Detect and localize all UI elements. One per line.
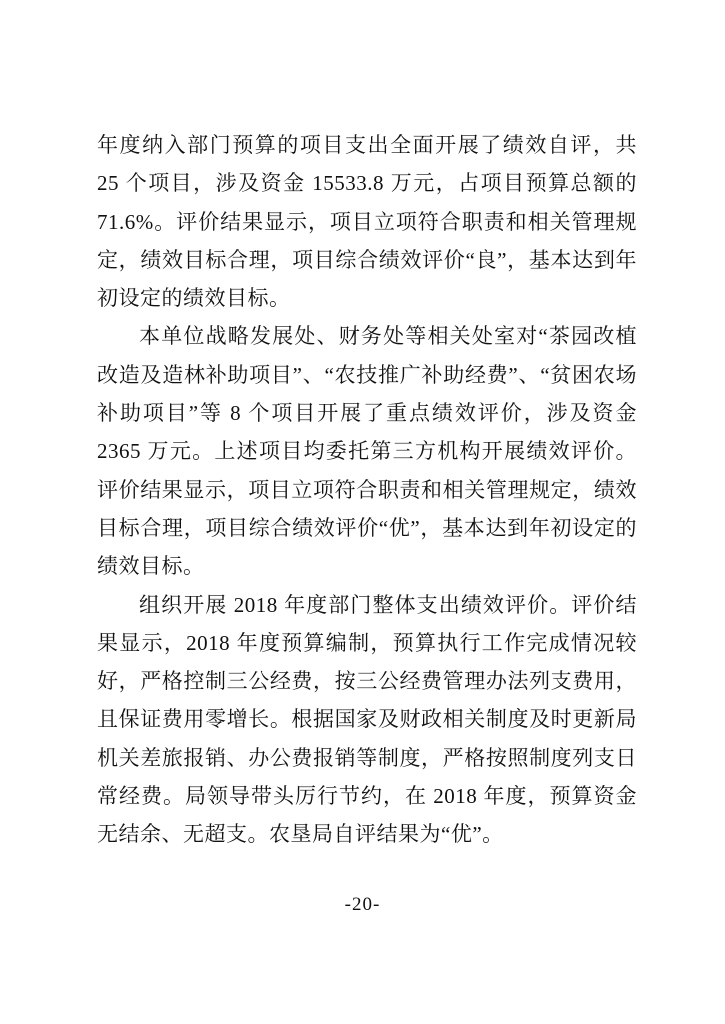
paragraph-continuation: 年度纳入部门预算的项目支出全面开展了绩效自评，共 25 个项目，涉及资金 15533.8 万元，占项目预算总额的 71.6%。评价结果显示，项目立项符合职责和相关管理规定，绩效目标合理，项目综合绩效评价“良”，基本达到年初设定的绩效目标。 <box>97 133 637 311</box>
page-number: -20- <box>344 894 381 915</box>
paragraph: 组织开展 2018 年度部门整体支出绩效评价。评价结果显示，2018 年度预算编制，预算执行工作完成情况较好，严格控制三公经费，按三公经费管理办法列支费用，且保证费用零增长。根据国家及财政相关制度及时更新局机关差旅报销、办公费报销等制度，严格按照制度列支日常经费。局领导带头厉行节约，在 2018 年度，预算资金无结余、无超支。农垦局自评结果为“优”。 <box>97 592 637 847</box>
paragraph: 本单位战略发展处、财务处等相关处室对“茶园改植改造及造林补助项目”、“农技推广补助经费”、“贫困农场补助项目”等 8 个项目开展了重点绩效评价，涉及资金 2365 万元。上述项目均委托第三方机构开展绩效评价。评价结果显示，项目立项符合职责和相关管理规定，绩效目标合理，项目综合绩效评价“优”，基本达到年初设定的绩效目标。 <box>97 324 637 579</box>
body-text <box>97 126 637 854</box>
